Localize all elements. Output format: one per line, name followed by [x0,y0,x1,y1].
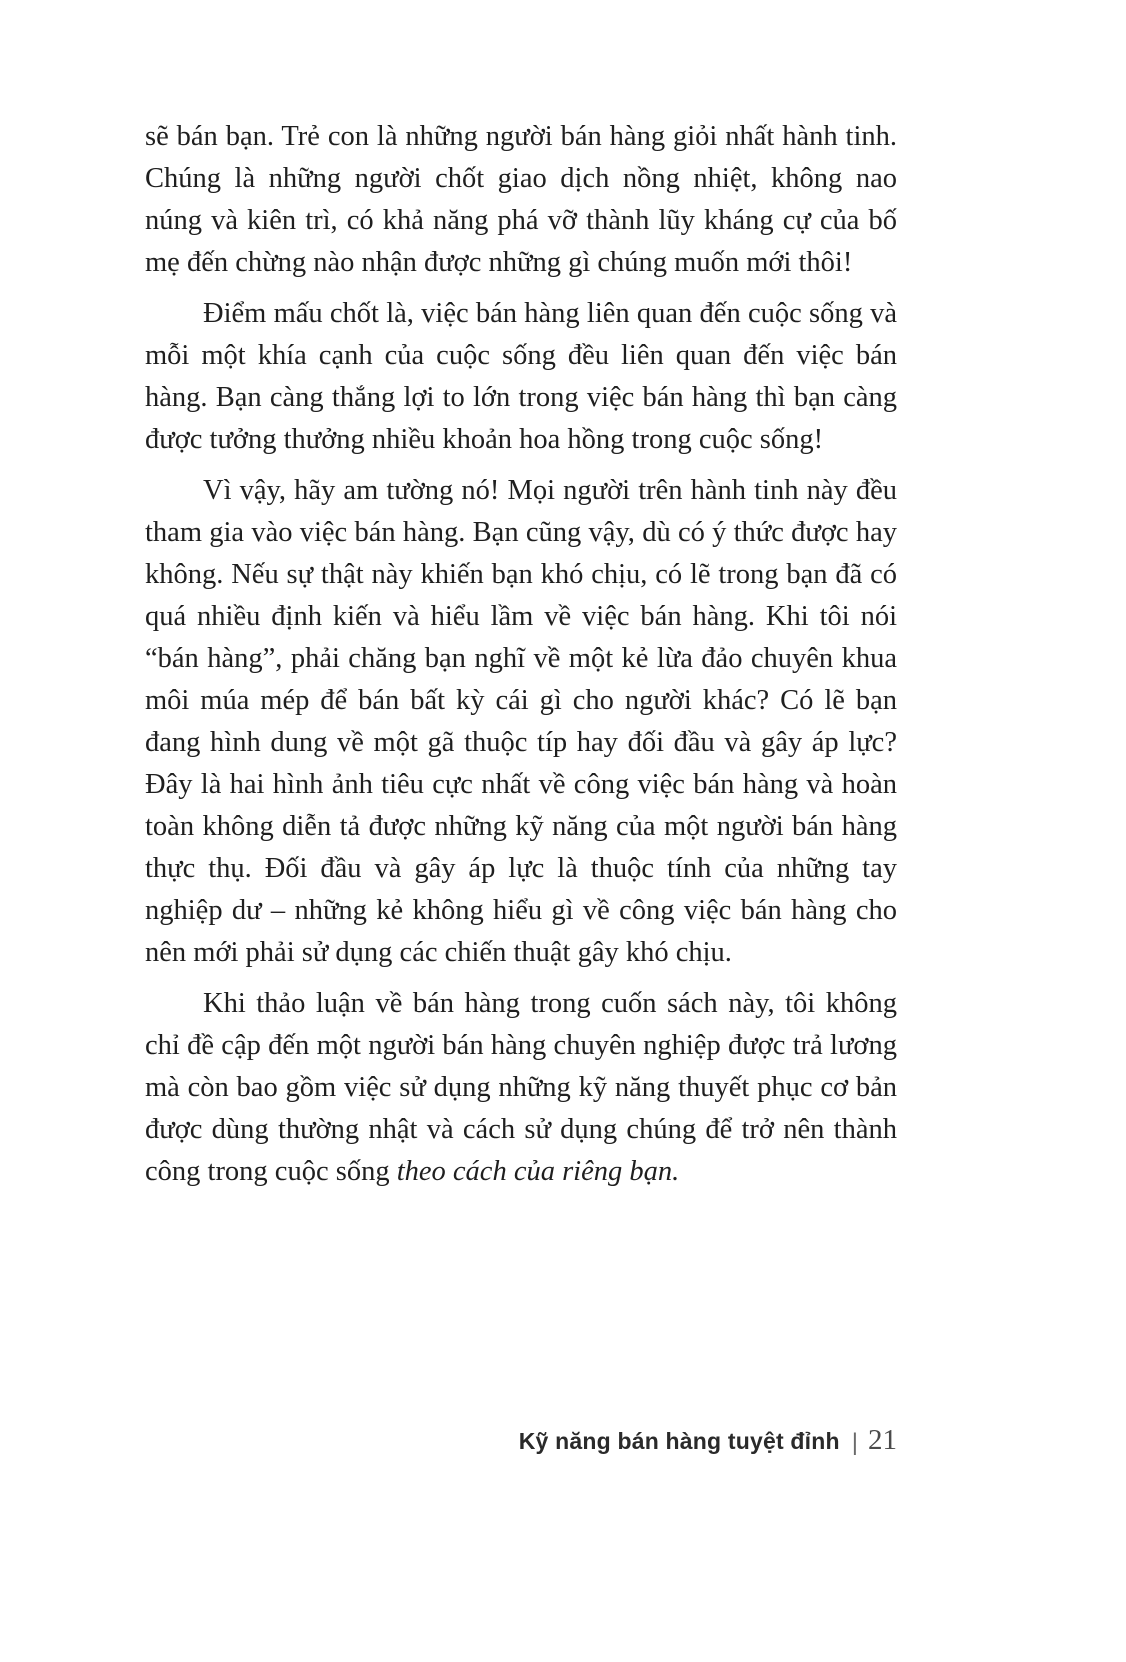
paragraph-2: Điểm mấu chốt là, việc bán hàng liên quan đến cuộc sống và mỗi một khía cạnh của cuộc sống đều liên quan đến việc bán hàng. Bạn càng thắng lợi to lớn trong việc bán hàng thì bạn càng được tưởng thưởng nhiều khoản hoa hồng trong cuộc sống! [145,298,897,455]
footer-separator: | [851,1429,858,1456]
page-number: 21 [868,1424,897,1456]
paragraph-4-text: Khi thảo luận về bán hàng trong cuốn sách này, tôi không chỉ đề cập đến một người bán hàng chuyên nghiệp được trả lương mà còn bao gồm việc sử dụng những kỹ năng thuyết phục cơ bản được dùng thường nhật và cách sử dụng chúng để trở nên thành công trong cuộc sống [145,988,897,1187]
paragraph-4-italic-phrase: theo cách của riêng bạn. [396,1156,680,1187]
page-footer [145,1424,897,1457]
paragraph-3: Vì vậy, hãy am tường nó! Mọi người trên hành tinh này đều tham gia vào việc bán hàng. Bạn cũng vậy, dù có ý thức được hay không. Nếu sự thật này khiến bạn khó chịu, có lẽ trong bạn đã có quá nhiều định kiến và hiểu lầm về việc bán hàng. Khi tôi nói “bán hàng”, phải chăng bạn nghĩ về một kẻ lừa đảo chuyên khua môi múa mép để bán bất kỳ cái gì cho người khác? Có lẽ bạn đang hình dung về một gã thuộc típ hay đối đầu và gây áp lực? Đây là hai hình ảnh tiêu cực nhất về công việc bán hàng và hoàn toàn không diễn tả được những kỹ năng của một người bán hàng thực thụ. Đối đầu và gây áp lực là thuộc tính của những tay nghiệp dư – những kẻ không hiểu gì về công việc bán hàng cho nên mới phải sử dụng các chiến thuật gây khó chịu. [145,475,897,968]
paragraph-4 [145,983,897,1193]
running-footer-title: Kỹ năng bán hàng tuyệt đỉnh [518,1428,840,1454]
paragraph-1: sẽ bán bạn. Trẻ con là những người bán hàng giỏi nhất hành tinh. Chúng là những người chốt giao dịch nồng nhiệt, không nao núng và kiên trì, có khả năng phá vỡ thành lũy kháng cự của bố mẹ đến chừng nào nhận được những gì chúng muốn mới thôi! [145,121,897,278]
page-content [145,116,897,1202]
